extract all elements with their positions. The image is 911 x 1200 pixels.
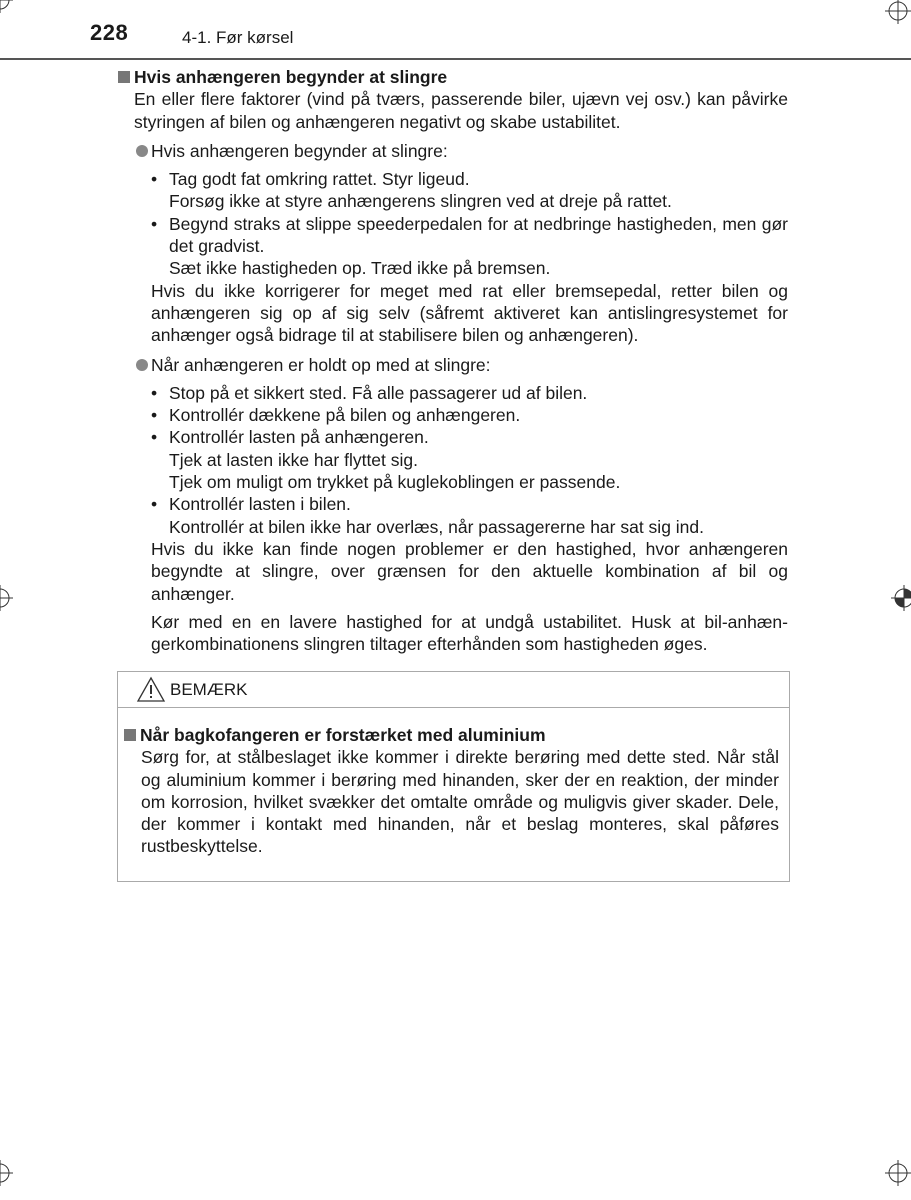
notice-header bbox=[118, 672, 789, 708]
dot-bullet-icon: • bbox=[151, 213, 158, 234]
list-item bbox=[151, 493, 788, 538]
bullet-list bbox=[151, 382, 788, 538]
case-heading bbox=[136, 354, 788, 376]
list-item bbox=[151, 168, 788, 213]
case-heading bbox=[136, 140, 788, 162]
crosshair-registration-icon bbox=[891, 585, 911, 611]
case-heading-text: Hvis anhængeren begynder at slingre: bbox=[151, 140, 448, 161]
crosshair-registration-icon bbox=[0, 585, 13, 611]
intro-paragraph: En eller flere faktorer (vind på tværs, passerende biler, ujævn vej osv.) kan påvirke styringen af bilen og anhængeren negativt og skabe ustabilitet. bbox=[134, 89, 788, 132]
section-heading bbox=[118, 66, 788, 88]
chapter-title: 4-1. Før kørsel bbox=[182, 28, 294, 47]
crosshair-registration-icon bbox=[885, 1160, 911, 1186]
notice-paragraph: Sørg for, at stålbeslaget ikke kommer i direkte berøring med dette sted. Når stål og aluminium kommer i berøring med hinanden, sker der en reaktion, der minder om korrosion, hvilket svækker det omtalte område og muligvis giver skader. Dele, der kommer i kontakt med hinanden, når et beslag monteres, skal påføres rustbeskyttelse. bbox=[141, 747, 779, 857]
notice-heading bbox=[124, 724, 779, 746]
dot-bullet-icon: • bbox=[151, 169, 158, 190]
list-item-text: Tjek at lasten ikke har flyttet sig. bbox=[169, 449, 418, 470]
list-item-text: Forsøg ikke at styre anhængerens slingren ved at dreje på rattet. bbox=[169, 191, 672, 212]
dot-bullet-icon: • bbox=[151, 427, 158, 448]
list-item bbox=[151, 213, 788, 280]
dot-bullet-icon: • bbox=[151, 382, 158, 403]
list-item-text: Stop på et sikkert sted. Få alle passagerer ud af bilen. bbox=[169, 382, 588, 403]
dot-bullet-icon: • bbox=[151, 494, 158, 515]
square-bullet-icon bbox=[118, 71, 130, 83]
notice-body bbox=[118, 708, 789, 858]
list-item-text: Sæt ikke hastigheden op. Træd ikke på bremsen. bbox=[169, 258, 551, 279]
list-item bbox=[151, 382, 788, 404]
header-rule bbox=[0, 58, 911, 60]
notice-box bbox=[117, 671, 790, 882]
list-item-text: Tag godt fat omkring rattet. Styr ligeud. bbox=[169, 169, 470, 190]
crosshair-registration-icon bbox=[0, 0, 13, 13]
list-item-text: Kontrollér dækkene på bilen og anhængeren. bbox=[169, 405, 521, 426]
case-heading-text: Når anhængeren er holdt op med at slingre: bbox=[151, 354, 491, 375]
dot-bullet-icon: • bbox=[151, 405, 158, 426]
list-item bbox=[151, 404, 788, 426]
page-number: 228 bbox=[90, 20, 129, 45]
list-item-text: Tjek om muligt om trykket på kuglekoblingen er passende. bbox=[169, 472, 621, 493]
list-item bbox=[151, 426, 788, 493]
body-paragraph: Kør med en en lavere hastighed for at undgå ustabilitet. Husk at bil-anhæn-gerkombinationens slingren tiltager efterhånden som hastigheden øges. bbox=[151, 611, 788, 655]
circle-bullet-icon bbox=[136, 145, 148, 157]
body-paragraph: Hvis du ikke kan finde nogen problemer er den hastighed, hvor anhængeren begyndte at slingre, over grænsen for den aktuelle kombination af bil og anhænger. bbox=[151, 538, 788, 604]
warning-triangle-icon bbox=[136, 676, 166, 703]
notice-label: BEMÆRK bbox=[170, 679, 248, 699]
list-item-text: Begynd straks at slippe speederpedalen for at nedbringe hastigheden, men gør det gradvist. bbox=[169, 213, 788, 257]
section-heading-text: Hvis anhængeren begynder at slingre bbox=[134, 67, 448, 87]
bullet-list bbox=[151, 168, 788, 279]
list-item-text: Kontrollér lasten i bilen. bbox=[169, 494, 351, 515]
list-item-text: Kontrollér at bilen ikke har overlæs, når passagererne har sat sig ind. bbox=[169, 516, 704, 537]
list-item-text: Kontrollér lasten på anhængeren. bbox=[169, 427, 429, 448]
notice-heading-text: Når bagkofangeren er forstærket med aluminium bbox=[140, 725, 546, 745]
crosshair-registration-icon bbox=[885, 0, 911, 24]
circle-bullet-icon bbox=[136, 359, 148, 371]
body-paragraph: Hvis du ikke korrigerer for meget med rat eller bremsepedal, retter bilen og anhængeren sig op af sig selv (såfremt aktiveret kan antislingresystemet for anhænger også bidrage til at stabilisere bilen og anhængeren). bbox=[151, 280, 788, 346]
main-content bbox=[118, 66, 788, 655]
square-bullet-icon bbox=[124, 729, 136, 741]
crosshair-registration-icon bbox=[0, 1160, 13, 1186]
